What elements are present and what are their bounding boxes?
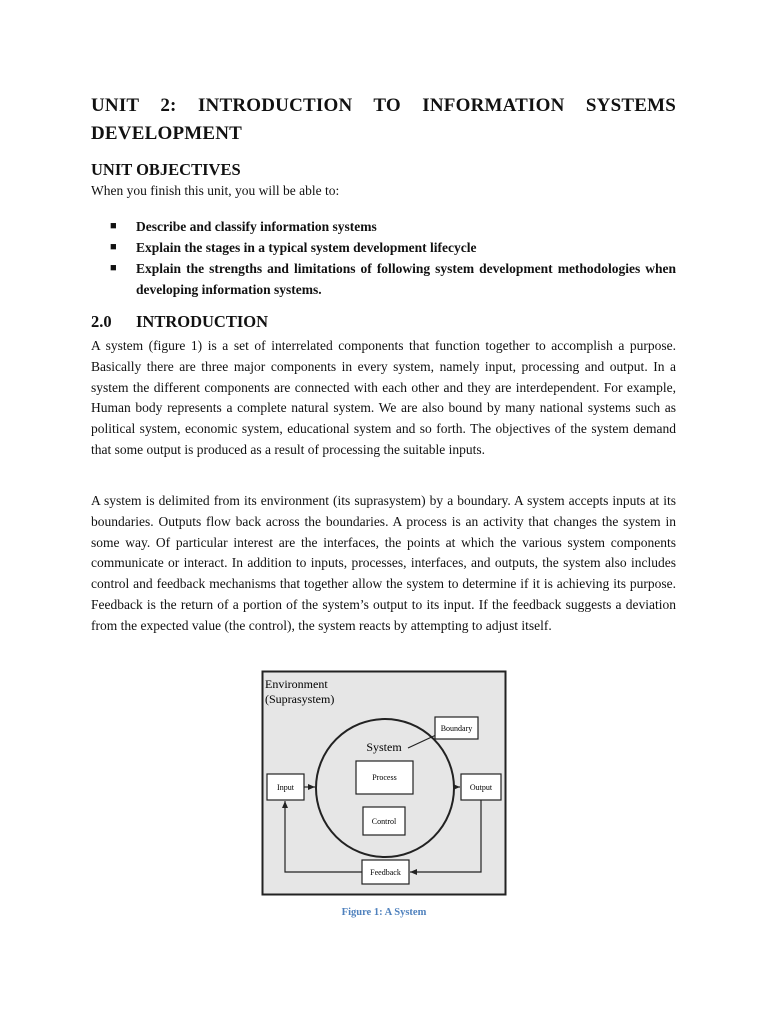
boundary-label: Boundary: [440, 724, 473, 733]
bullet-icon: ■: [110, 262, 117, 274]
process-label: Process: [372, 773, 397, 782]
bullet-icon: ■: [110, 241, 117, 253]
control-label: Control: [371, 817, 397, 826]
feedback-label: Feedback: [370, 868, 401, 877]
system-diagram: [261, 670, 507, 896]
suprasystem-label: (Suprasystem): [265, 692, 335, 706]
unit-title: UNIT 2: INTRODUCTION TO INFORMATION SYSTEMS DEVELOPMENT: [91, 95, 676, 144]
objective-text: Explain the strengths and limitations of following system development methodologies when developing information systems.: [136, 261, 676, 297]
system-diagram-svg: [261, 670, 507, 896]
bullet-icon: ■: [110, 220, 117, 232]
objective-text: Explain the stages in a typical system development lifecycle: [136, 240, 477, 255]
environment-label: Environment: [265, 677, 328, 691]
figure-caption: Figure 1: A System: [341, 907, 427, 918]
objectives-list: [91, 216, 676, 300]
objectives-heading: UNIT OBJECTIVES: [91, 160, 241, 179]
section-title: INTRODUCTION: [136, 312, 269, 331]
objective-text: Describe and classify information systems: [136, 219, 377, 234]
list-item: [91, 258, 676, 300]
system-label: System: [366, 740, 402, 754]
output-label: Output: [469, 783, 493, 792]
section-number: 2.0: [91, 312, 112, 331]
section-heading: [91, 312, 268, 332]
input-label: Input: [277, 783, 294, 792]
paragraph: A system is delimited from its environment (its suprasystem) by a boundary. A system accepts inputs at its boundaries. Outputs flow back across the boundaries. A process is an activity that changes the system in some way. Of particular interest are the interfaces, the points at which the various system components communicate or interact. In addition to inputs, processes, interfaces, and outputs, the system also includes control and feedback mechanisms that together allow the system to determine if it is achieving its purpose. Feedback is the return of a portion of the system’s output to its input. If the feedback suggests a deviation from the expected value (the control), the system reacts by attempting to adjust itself.: [91, 493, 676, 633]
list-item: [91, 216, 676, 237]
paragraph: A system (figure 1) is a set of interrelated components that function together to accomplish a purpose. Basically there are three major components in every system, namely input, processing and output. In a system the different components are connected with each other and they are interdependent. For example, Human body represents a complete natural system. We are also bound by many national systems such as political system, economic system, educational system and so forth. The objectives of the system demand that some output is produced as a result of processing the suitable inputs.: [91, 338, 676, 457]
list-item: [91, 237, 676, 258]
objectives-intro: When you finish this unit, you will be able to:: [91, 183, 340, 198]
